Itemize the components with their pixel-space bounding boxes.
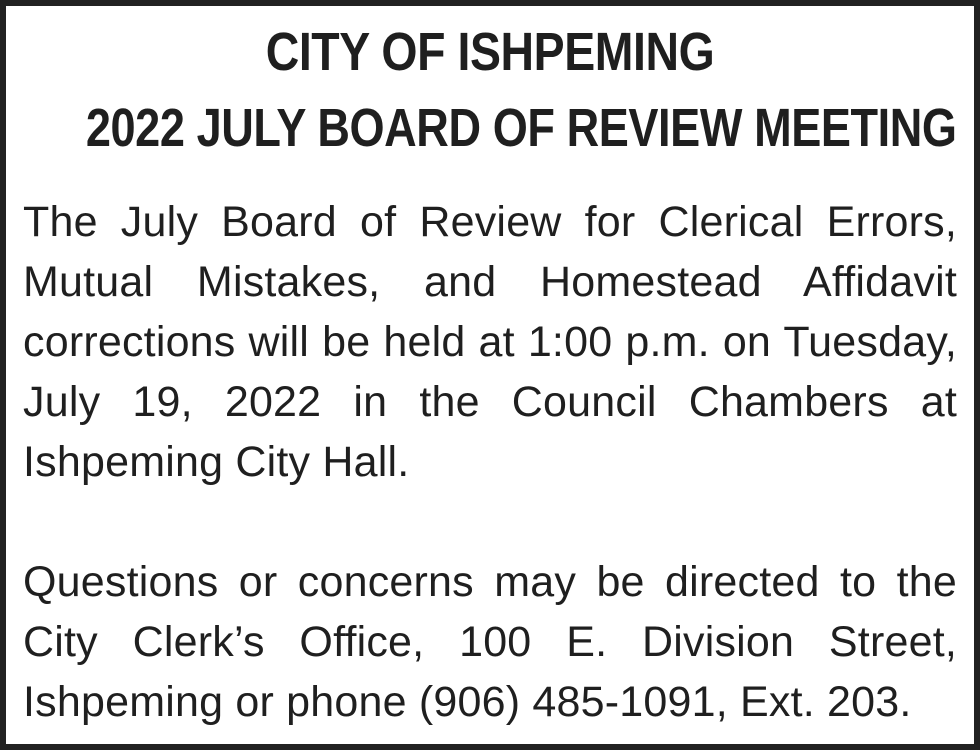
meeting-details-paragraph: The July Board of Review for Clerical Errors, Mutual Mistakes, and Homestead Affidavit corrections will be held at 1:00 p.m. on Tuesday, July 19, 2022 in the Council Chambers at Ishpeming City Hall. [23,198,957,486]
notice-title-city: CITY OF ISHPEMING [265,22,715,82]
contact-info-paragraph: Questions or concerns may be directed to the City Clerk’s Office, 100 E. Division Street, Ishpeming or phone (906) 485-1091, Ext. 203. [23,558,957,726]
notice-title-meeting: 2022 JULY BOARD OF REVIEW MEETING [85,98,957,158]
